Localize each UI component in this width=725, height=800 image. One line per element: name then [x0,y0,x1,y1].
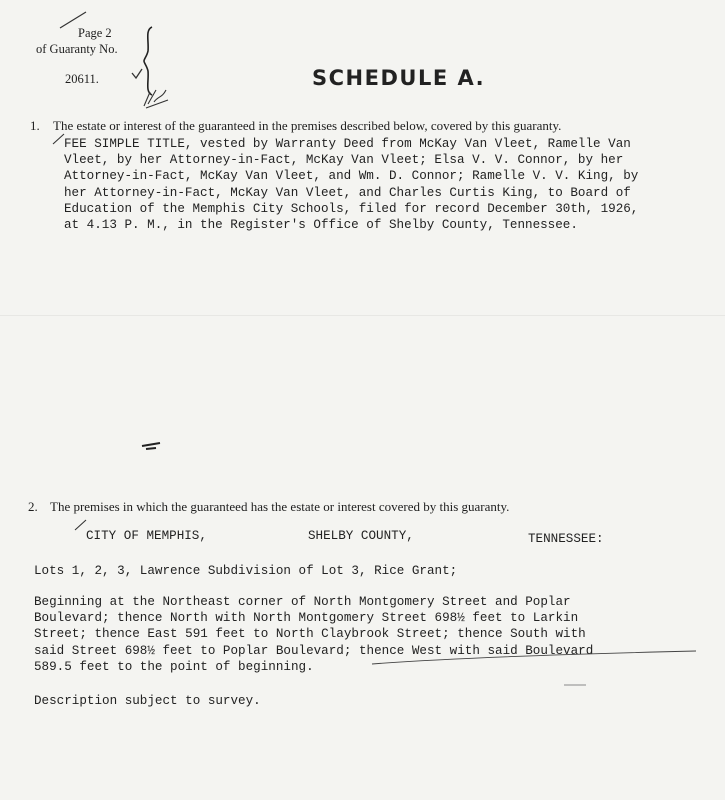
location-state: TENNESSEE: [528,532,604,546]
section-1-heading: The estate or interest of the guaranteed in the premises described below, covered by this guaranty. [53,118,562,133]
pen-underline-mark [370,648,700,668]
description-line: Street; thence East 591 feet to North Claybrook Street; thence South with [34,627,586,641]
check-mark [130,68,144,80]
schedule-title: SCHEDULE A. [312,66,486,90]
section-2-heading: The premises in which the guaranteed has the estate or interest covered by this guaranty. [50,499,510,514]
pen-dash-mark [562,682,588,688]
handwritten-initials-mark [142,86,172,110]
section-1-line: Vleet, by her Attorney-in-Fact, McKay Van Vleet; Elsa V. V. Connor, by her [64,153,624,167]
section-2-number: 2. [28,499,38,514]
section-1-line: FEE SIMPLE TITLE, vested by Warranty Deed from McKay Van Vleet, Ramelle Van [64,137,631,151]
ink-smudge-mark [140,440,162,454]
location-county: SHELBY COUNTY, [308,529,414,543]
location-city: CITY OF MEMPHIS, [86,529,207,543]
section-1-line: at 4.13 P. M., in the Register's Office of Shelby County, Tennessee. [64,218,578,232]
section-1-line: Attorney-in-Fact, McKay Van Vleet, and Wm. D. Connor; Ramelle V. V. King, by [64,169,639,183]
description-line: Beginning at the Northeast corner of North Montgomery Street and Poplar [34,595,571,609]
section-1-number: 1. [30,118,40,133]
description-line: said Street 698½ feet to Poplar Boulevard; thence West with said Boulevard [34,644,594,658]
paper-fold-line [0,315,725,316]
survey-note: Description subject to survey. [34,694,261,708]
pen-stroke-mark [58,10,88,30]
section-1-line: her Attorney-in-Fact, McKay Van Vleet, and Charles Curtis King, to Board of [64,186,631,200]
lots-description: Lots 1, 2, 3, Lawrence Subdivision of Lot 3, Rice Grant; [34,564,458,578]
description-line: 589.5 feet to the point of beginning. [34,660,314,674]
page-label: Page 2 [78,26,112,40]
section-1-line: Education of the Memphis City Schools, filed for record December 30th, 1926, [64,202,639,216]
description-line: Boulevard; thence North with North Montgomery Street 698½ feet to Larkin [34,611,579,625]
guaranty-number: 20611. [65,72,99,86]
guaranty-label: of Guaranty No. [36,42,118,56]
